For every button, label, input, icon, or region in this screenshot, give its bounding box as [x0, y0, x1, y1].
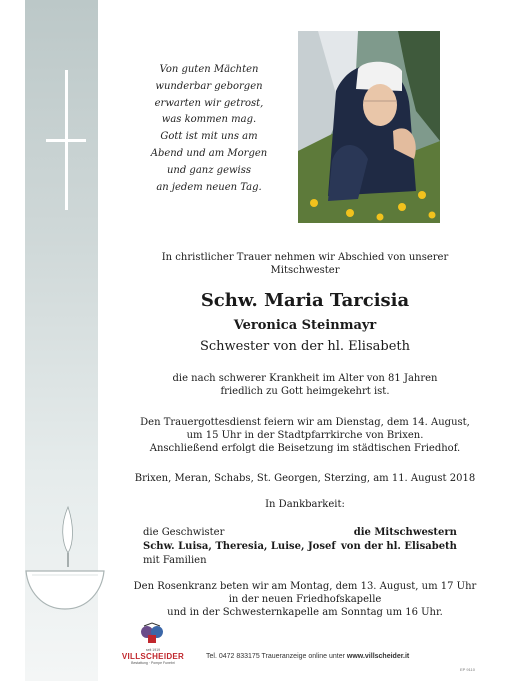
poem-line: an jedem neuen Tag.: [156, 181, 262, 193]
rosary-text: [120, 580, 490, 619]
poem-line: Abend und am Morgen: [150, 147, 268, 159]
cross-icon-horizontal: [46, 139, 86, 142]
poem-line: was kommen mag.: [161, 114, 257, 126]
crest-icon: [118, 622, 188, 646]
mourners-family-line: die Geschwister: [143, 527, 225, 538]
poem: [130, 62, 288, 196]
illness-text: [120, 372, 490, 398]
service-line: Den Trauergottesdienst feiern wir am Dienstag, dem 14. August,: [140, 417, 470, 428]
intro-text: [120, 251, 490, 277]
footer-website-link[interactable]: www.villscheider.it: [346, 653, 410, 660]
mourners-family-line: mit Familien: [143, 555, 207, 566]
service-text: [120, 416, 490, 455]
mourners-sisters-line: von der hl. Elisabeth: [341, 541, 457, 552]
footer-contact: [206, 653, 409, 660]
mourners-sisters-line: die Mitschwestern: [353, 527, 457, 538]
deceased-name: Schw. Maria Tarcisia: [200, 290, 410, 311]
logo-subtitle: Bestattung · Pompe Funebri: [131, 661, 175, 665]
rosary-line: Den Rosenkranz beten wir am Montag, dem 13. August, um 17 Uhr: [133, 581, 477, 592]
poem-line: Von guten Mächten: [159, 64, 259, 75]
service-line: um 15 Uhr in der Stadtpfarrkirche von Brixen.: [186, 430, 424, 441]
logo-since: seit 1919: [145, 648, 161, 652]
poem-line: wunderbar geborgen: [155, 80, 263, 92]
service-line: Anschließend erfolgt die Beisetzung im städtischen Friedhof.: [149, 443, 461, 454]
oil-lamp-icon: [24, 505, 106, 620]
rosary-line: in der neuen Friedhofskapelle: [228, 594, 382, 605]
mourners-family: [143, 526, 336, 568]
mourners-family-names: Schw. Luisa, Theresia, Luise, Josef: [143, 541, 336, 552]
thanks-heading: In Dankbarkeit:: [265, 499, 345, 510]
deceased-civil-name: Veronica Steinmayr: [233, 318, 377, 333]
poem-line: erwarten wir getrost,: [154, 97, 264, 109]
poem-line: und ganz gewiss: [166, 164, 252, 176]
illness-line: friedlich zu Gott heimgekehrt ist.: [220, 386, 390, 397]
poem-line: Gott ist mit uns am: [160, 131, 258, 143]
intro-line: Mitschwester: [270, 265, 340, 276]
mourners-sisters: [341, 526, 457, 554]
villscheider-logo: [118, 622, 188, 668]
rosary-line: und in der Schwesternkapelle am Sonntag um 16 Uhr.: [167, 607, 443, 618]
deceased-order: Schwester von der hl. Elisabeth: [200, 339, 410, 354]
document-code: EP 9110: [460, 667, 475, 672]
place-date: Brixen, Meran, Schabs, St. Georgen, Sterzing, am 11. August 2018: [134, 473, 476, 484]
logo-name: VILLSCHEIDER: [121, 652, 185, 661]
illness-line: die nach schwerer Krankheit im Alter von 81 Jahren: [172, 373, 438, 384]
intro-line: In christlicher Trauer nehmen wir Abschied von unserer: [161, 252, 449, 263]
portrait-photo: [298, 31, 440, 223]
footer-phone-text: Tel. 0472 833175 Traueranzeige online unter: [206, 653, 347, 660]
